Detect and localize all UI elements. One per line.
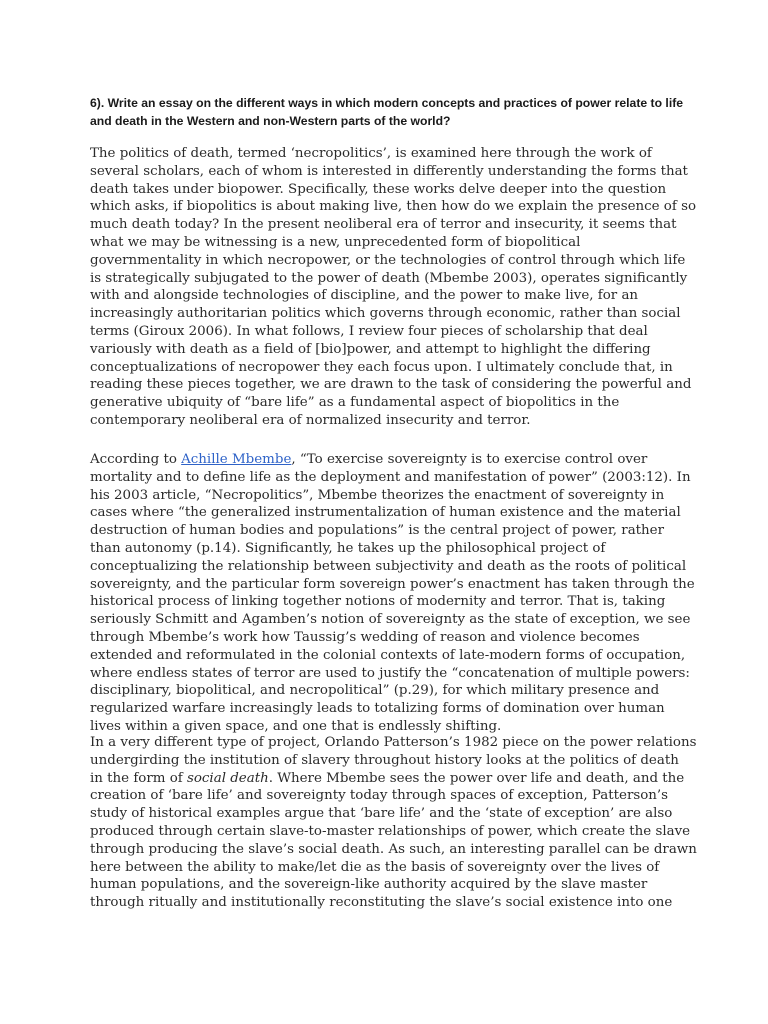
text-line: The politics of death, termed ‘necropolitics’, is examined here through the work of xyxy=(90,146,652,161)
text-line: through ritually and institutionally reconstituting the slave’s social existence into one xyxy=(90,895,673,911)
text-line: sovereignty, and the particular form sovereign power’s enactment has taken through the xyxy=(90,576,695,592)
text-line: several scholars, each of whom is interested in differently understanding the forms that xyxy=(90,163,688,179)
text-fragment: . Where Mbembe sees the power over life and death, and the xyxy=(268,770,685,786)
paragraph-intro xyxy=(90,145,697,430)
text-line: is strategically subjugated to the power of death (Mbembe 2003), operates significantly xyxy=(90,270,688,286)
text-line: his 2003 article, “Necropolitics”, Mbembe theorizes the enactment of sovereignty in xyxy=(90,487,665,503)
text-line: destruction of human bodies and populations” is the central project of power, rather xyxy=(90,523,665,539)
text-line: here between the ability to make/let die as the basis of sovereignty over the lives of xyxy=(90,859,660,875)
text-line: much death today? In the present neoliberal era of terror and insecurity, it seems that xyxy=(90,217,677,233)
text-line: where endless states of terror are used to justify the “concatenation of multiple powers: xyxy=(90,665,690,681)
achille-mbembe-link[interactable]: Achille Mbembe xyxy=(181,452,292,467)
text-line: regularized warfare increasingly leads to totalizing forms of domination over human xyxy=(90,701,665,717)
text-line: undergirding the institution of slavery throughout history looks at the politics of death xyxy=(90,752,679,768)
text-line: seriously Schmitt and Agamben’s notion of sovereignty as the state of exception, we see xyxy=(90,612,691,628)
text-line: with and alongside technologies of discipline, and the power to make live, for an xyxy=(90,288,639,304)
essay-question xyxy=(90,94,690,130)
question-line: and death in the Western and non-Western parts of the world? xyxy=(90,114,451,128)
text-line: generative ubiquity of “bare life” as a fundamental aspect of biopolitics in the xyxy=(90,395,620,411)
text-line: conceptualizing the relationship between subjectivity and death as the roots of political xyxy=(90,558,687,574)
text-line: conceptualizations of necropower they each focus upon. I ultimately conclude that, in xyxy=(90,359,673,375)
text-line: cases where “the generalized instrumentalization of human existence and the material xyxy=(90,505,681,521)
text-line: historical process of linking together notions of modernity and terror. That is, taking xyxy=(90,594,666,610)
text-line: terms (Giroux 2006). In what follows, I review four pieces of scholarship that deal xyxy=(90,323,648,339)
text-line-with-link xyxy=(90,451,690,469)
text-line: reading these pieces together, we are drawn to the task of considering the powerful and xyxy=(90,377,692,393)
paragraph-patterson xyxy=(90,734,697,912)
text-line: produced through certain slave-to-master relationships of power, which create the slave xyxy=(90,823,691,839)
text-line: creation of ‘bare life’ and sovereignty today through spaces of exception, Patterson’s xyxy=(90,788,669,804)
social-death-emphasis: social death xyxy=(187,770,269,786)
question-line: 6). Write an essay on the different ways in which modern concepts and practices of power relate to life xyxy=(90,96,684,110)
text-line: what we may be witnessing is a new, unprecedented form of biopolitical xyxy=(90,234,581,250)
text-line: lives within a given space, and one that is endlessly shifting. xyxy=(90,718,502,734)
text-line-with-emphasis xyxy=(90,770,690,788)
text-line: than autonomy (p.14). Significantly, he takes up the philosophical project of xyxy=(90,540,606,556)
text-line: which asks, if biopolitics is about making live, then how do we explain the presence of so xyxy=(90,199,697,215)
text-fragment: , “To exercise sovereignty is to exercise control over xyxy=(291,452,648,467)
text-line: contemporary neoliberal era of normalized insecurity and terror. xyxy=(90,412,531,428)
text-line: governmentality in which necropower, or the technologies of control through which life xyxy=(90,252,686,268)
text-fragment: According to xyxy=(90,452,182,467)
text-line: extended and reformulated in the colonial contexts of late-modern forms of occupation, xyxy=(90,647,686,663)
text-line: variously with death as a field of [bio]power, and attempt to highlight the differing xyxy=(90,341,651,357)
text-line: In a very different type of project, Orlando Patterson’s 1982 piece on the power relations xyxy=(90,735,697,750)
text-line: disciplinary, biopolitical, and necropolitical” (p.29), for which military presence and xyxy=(90,683,660,699)
text-line: mortality and to define life as the deployment and manifestation of power” (2003:12). In xyxy=(90,469,691,485)
text-line: through Mbembe’s work how Taussig’s wedding of reason and violence becomes xyxy=(90,629,640,645)
text-line: through producing the slave’s social death. As such, an interesting parallel can be drawn xyxy=(90,841,697,857)
text-line: human populations, and the sovereign-like authority acquired by the slave master xyxy=(90,877,648,893)
text-line: death takes under biopower. Specifically, these works delve deeper into the question xyxy=(90,181,667,197)
text-fragment: in the form of xyxy=(90,770,187,786)
text-line: increasingly authoritarian politics which governs through economic, rather than social xyxy=(90,306,681,322)
text-line: study of historical examples argue that ‘bare life’ and the ‘state of exception’ are also xyxy=(90,806,673,822)
paragraph-mbembe xyxy=(90,451,695,736)
